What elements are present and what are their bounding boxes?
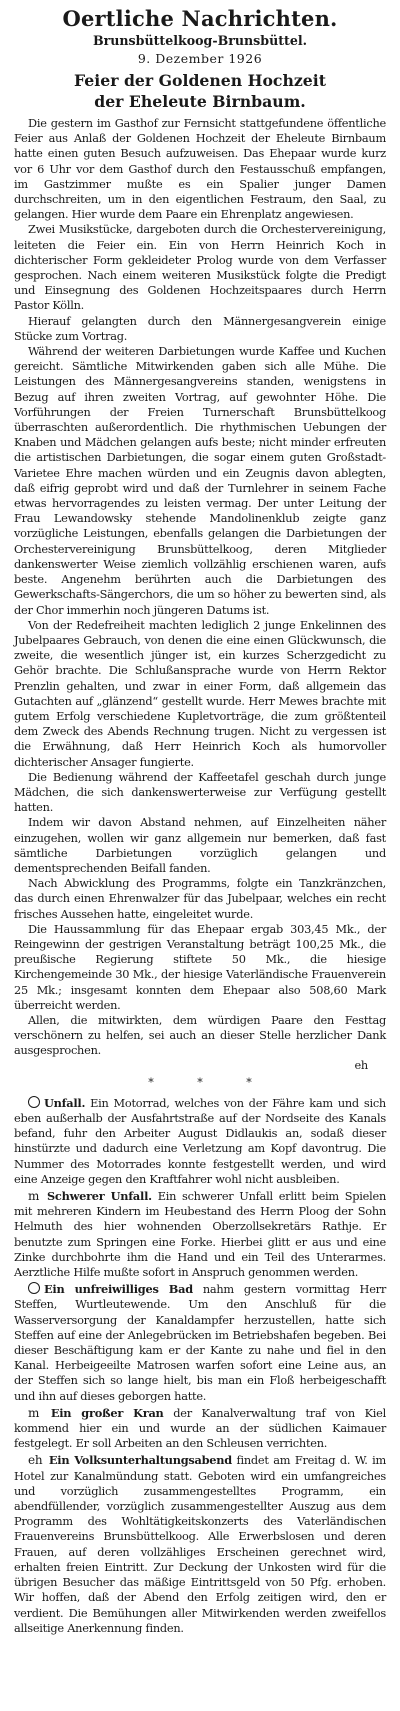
article-paragraph: Während der weiteren Darbietungen wurde Kaffee und Kuchen gereicht. Sämtliche Mitwirkenden gaben sich alle Mühe. Die Leistungen des Männergesangvereins standen, wenigstens in Bezug auf ihren zweiten Vortrag, auf gewohnter Höhe. Die Vorführungen der Freien Turnerschaft Brunsbüttelkoog überraschten außerordentlich. Die rhythmischen Uebungen der Knaben und Mädchen gelangen aufs beste; nicht minder erfreuten die artistischen Darbietungen, die sogar einem guten Großstadt-Varietee Ehre machen würden und ein Zeugnis davon ablegten, daß eifrig geprobt wird und daß der Turnlehrer in seinem Fache etwas hervorragendes zu leisten vermag. Der unter Leitung der Frau Lewandowsky stehende Mandolinenklub zeigte ganz vorzügliche Leistungen, ebenfalls gelangen die Darbietungen der Orchestervereinigung Brunsbüttelkoog, deren Mitglieder dankenswerter Weise ziemlich vollzählig erschienen waren, aufs beste. Angenehm berührten auch die Darbietungen des Gewerkschafts-Sängerchors, die um so höher zu bewerten sind, als der Chor immerhin noch jüngeren Datums ist. [14, 344, 386, 617]
notice-body: Ein Motorrad, welches von der Fähre kam und sich eben außerhalb der Ausfahrtstraße auf der Nordseite des Kanals befand, fuhr den Arbeiter August Didlaukis an, sodaß dieser hinstürzte und dadurch eine Verletzung am Kopf davontrug. Die Nummer des Motorrades konnte festgestellt werden, und wird eine Anzeige gegen den Kraftfahrer wohl nicht ausbleiben. [14, 1095, 386, 1186]
notice-body: Ein schwerer Unfall erlitt beim Spielen mit mehreren Kindern im Heubestand des Herrn Ploog der Sohn Helmuth des hier wohnenden Oberzollsekretärs Rathje. Er benutzte zum Springen eine Forke. Hierbei glitt er aus und eine Zinke durchbohrte ihm die Hand und ein Teil des Unterarmes. Aerztliche Hilfe mußte sofort in Anspruch genommen werden. [14, 1189, 387, 1280]
notice-schwerer-unfall [14, 1189, 386, 1280]
article-paragraph: Indem wir davon Abstand nehmen, auf Einzelheiten näher einzugehen, wollen wir ganz allgemein nur bemerken, daß fast sämtliche Darbietungen vorzüglich gelangen und dementsprechenden Beifall fanden. [14, 815, 386, 875]
article-paragraph: Zwei Musikstücke, dargeboten durch die Orchestervereinigung, leiteten die Feier ein. Ein von Herrn Heinrich Koch in dichterischer Form gekleideter Prolog wurde von dem Verfasser gesprochen. Nach einem weiteren Musikstück folgte die Predigt und Einsegnung des Goldenen Hochzeitspaares durch Herrn Pastor Kölln. [14, 222, 386, 313]
article-paragraph: Die gestern im Gasthof zur Fernsicht stattgefundene öffentliche Feier aus Anlaß der Goldenen Hochzeit der Eheleute Birnbaum hatte einen guten Besuch aufzuweisen. Das Ehepaar wurde kurz vor 6 Uhr vor dem Gasthof durch den Festausschuß empfangen, im Gastzimmer mußte es ein Spalier junger Damen durchschreiten, um in den eigentlichen Festraum, den Saal, zu gelangen. Hier wurde dem Paare ein Ehrenplatz angewiesen. [14, 116, 386, 222]
local-notices [14, 1096, 386, 1636]
notice-title: Ein unfreiwilliges Bad [44, 1282, 193, 1297]
notice-grosser-kran [14, 1406, 386, 1452]
circle-marker-icon [28, 1282, 40, 1294]
subhead: Brunsbüttelkoog-Brunsbüttel. [92, 33, 308, 48]
notice-title: Schwerer Unfall. [46, 1189, 152, 1204]
notice-unfreiwilliges-bad [14, 1282, 386, 1404]
article-paragraph: Allen, die mitwirkten, dem würdigen Paare den Festtag verschönern zu helfen, sei auch an dieser Stelle herzlicher Dank ausgesprochen. [14, 1012, 386, 1058]
article-headline-line2: der Eheleute Birnbaum. [94, 92, 306, 111]
notice-volksunterhaltungsabend [14, 1453, 386, 1635]
article-paragraph: Hierauf gelangten durch den Männergesangverein einige Stücke zum Vortrag. [14, 313, 386, 343]
article-headline [14, 70, 386, 112]
notice-body: nahm gestern vormittag Herr Steffen, Wurtleutewende. Um den Anschluß für die Wasserversorgung der Kanaldampfer herzustellen, hatte sich Steffen auf eine der Anlegebrücken im Betriebshafen begeben. Bei dieser Beschäftigung kam er der Kante zu nahe und fiel in den Kanal. Herbeigeeilte Matrosen warfen sofort eine Leine aus, an der Steffen sich so lange hielt, bis man ein Floß herbeigeschafft und ihn auf dieses geborgen hatte. [14, 1282, 387, 1403]
notice-author-mark: eh [28, 1453, 43, 1468]
article-paragraph: Die Haussammlung für das Ehepaar ergab 303,45 Mk., der Reingewinn der gestrigen Veranstaltung beträgt 100,25 Mk., die preußische Regierung stiftete 50 Mk., die hiesige Kirchengemeinde 30 Mk., der hiesige Vaterländische Frauenverein 25 Mk.; insgesamt konnten dem Ehepaar also 508,60 Mark überreicht werden. [14, 921, 386, 1012]
notice-title: Ein großer Kran [50, 1405, 164, 1420]
notice-author-mark: m [28, 1189, 40, 1204]
article-paragraph: Die Bedienung während der Kaffeetafel geschah durch junge Mädchen, die sich dankenswerterweise zur Verfügung gestellt hatten. [14, 769, 386, 815]
notice-title: Ein Volksunterhaltungsabend [48, 1453, 232, 1468]
article-signature: eh [354, 1057, 368, 1072]
masthead: Oertliche Nachrichten. [62, 6, 338, 31]
notice-body: der Kanalverwaltung traf von Kiel kommend hier ein und wurde an der südlichen Kaimauer festgelegt. Er soll Arbeiten an den Schleusen verrichten. [14, 1405, 387, 1451]
article-paragraph: Von der Redefreiheit machten lediglich 2 junge Enkelinnen des Jubelpaares Gebrauch, von denen die eine einen Glückwunsch, die zweite, die wesentlich jünger ist, ein kurzes Scherzgedicht zu Gehör brachte. Die Schlußansprache wurde von Herrn Rektor Prenzlin gehalten, und zwar in einer Form, daß allgemein das Gutachten auf „glänzend“ gestellt wurde. Herr Mewes brachte mit gutem Erfolg verschiedene Kupletvorträge, die zum größtenteil dem Zweck des Abends Rechnung trugen. Nicht zu vergessen ist die Erwähnung, daß Herr Heinrich Koch als humorvoller dichterischer Ansager fungierte. [14, 617, 386, 769]
notice-unfall [14, 1096, 386, 1187]
notice-title: Unfall. [44, 1095, 86, 1110]
issue-date: 9. Dezember 1926 [137, 51, 263, 66]
article [14, 70, 386, 1073]
article-body [14, 116, 386, 1073]
article-headline-line1: Feier der Goldenen Hochzeit [74, 71, 326, 90]
circle-marker-icon [28, 1096, 40, 1108]
notice-body: findet am Freitag d. W. im Hotel zur Kanalmündung statt. Geboten wird ein umfangreiches und vorzüglich zusammengestelltes Programm, ein abendfüllender, vorzüglich zusammengestellter Auszug aus dem Programm des Wohltätigkeitskonzerts des Vaterländischen Frauenvereins Brunsbüttelkoog. Alle Erwerbslosen und deren Frauen, auf deren vollzähliges Erscheinen gerechnet wird, erhalten freien Eintritt. Zur Deckung der Unkosten wird für die übrigen Besucher das mäßige Eintrittsgeld von 50 Pfg. erhoben. Wir hoffen, daß der Abend den Erfolg zeitigen wird, den er verdient. Die Bemühungen aller Mitwirkenden werden zweifellos allseitige Anerkennung finden. [14, 1453, 387, 1635]
article-paragraph: Nach Abwicklung des Programms, folgte ein Tanzkränzchen, das durch einen Ehrenwalzer für das Jubelpaar, welches ein recht frisches Aussehen hatte, eingeleitet wurde. [14, 876, 386, 921]
notice-author-mark: m [28, 1405, 40, 1420]
section-divider: * * * [148, 1075, 272, 1089]
